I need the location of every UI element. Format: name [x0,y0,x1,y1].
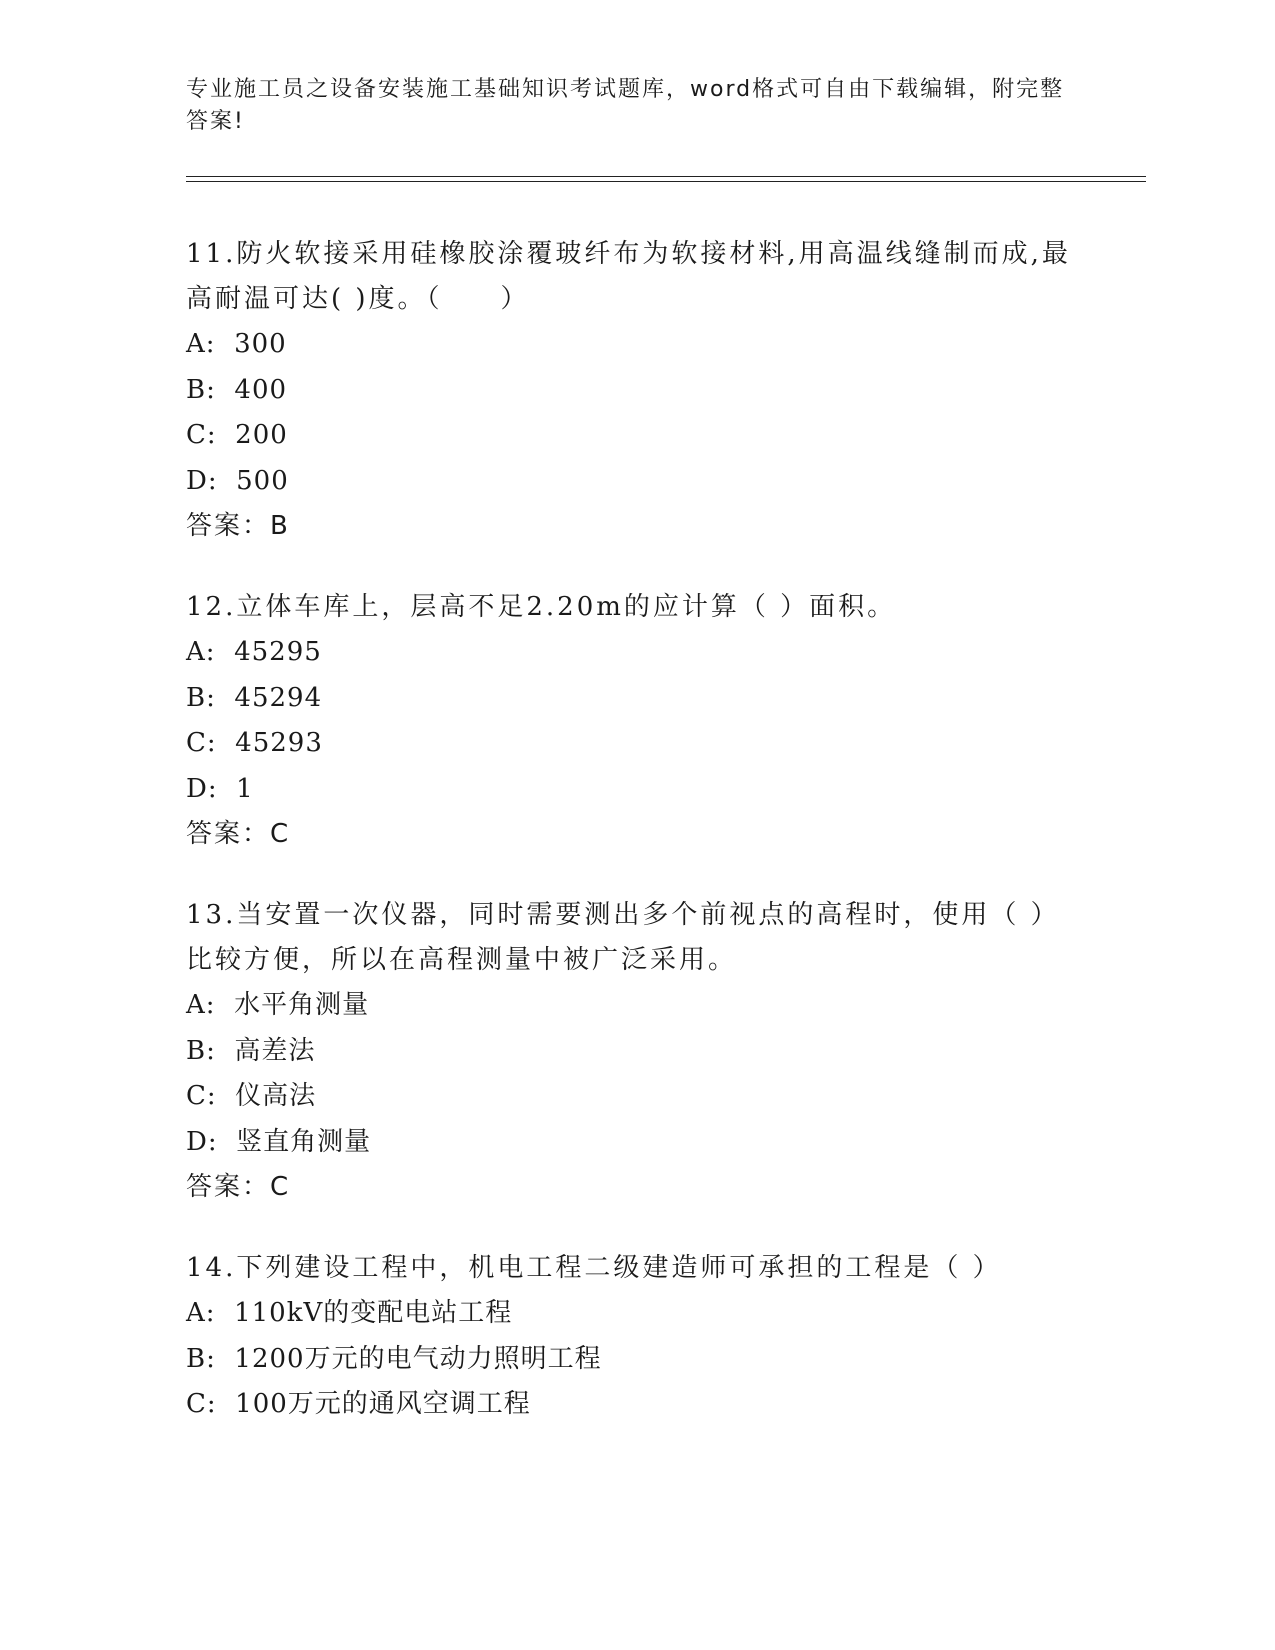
question-11 [186,232,1086,549]
option-a: A: 水平角测量 [186,990,370,1020]
option-d: D: 竖直角测量 [186,1126,372,1157]
question-stem: 14.下列建设工程中，机电工程二级建造师可承担的工程是（ ） [186,1253,1002,1283]
answer-line: 答案：C [186,1172,291,1202]
option-c: C: 100万元的通风空调工程 [186,1389,531,1419]
option-a: A: 300 [186,329,287,359]
answer-line: 答案：C [186,819,291,849]
question-12 [186,585,1086,857]
option-b: B: 1200万元的电气动力照明工程 [186,1343,602,1374]
option-d: D: 500 [186,465,289,496]
header-divider-top [186,176,1146,177]
question-list [186,232,1086,1464]
option-d: D: 1 [186,773,254,804]
option-a: A: 45295 [186,637,322,667]
question-stem: 11.防火软接采用硅橡胶涂覆玻纤布为软接材料,用高温线缝制而成,最高耐温可达( )度。（ ） [186,239,1071,314]
option-b: B: 400 [186,374,288,405]
option-b: B: 45294 [186,682,323,713]
answer-line: 答案：B [186,511,290,541]
option-a: A: 110kV的变配电站工程 [186,1298,513,1328]
document-header: 专业施工员之设备安装施工基础知识考试题库，word格式可自由下载编辑，附完整答案! [186,77,1065,134]
question-stem: 13.当安置一次仪器，同时需要测出多个前视点的高程时，使用（ ）比较方便，所以在高程测量中被广泛采用。 [186,900,1060,975]
question-13 [186,893,1086,1210]
option-b: B: 高差法 [186,1035,316,1066]
option-c: C: 45293 [186,728,323,758]
question-stem: 12.立体车库上，层高不足2.20m的应计算（ ）面积。 [186,592,897,622]
option-c: C: 仪高法 [186,1081,317,1111]
header-divider-bottom [186,181,1146,182]
question-14 [186,1246,1086,1428]
option-c: C: 200 [186,420,288,450]
